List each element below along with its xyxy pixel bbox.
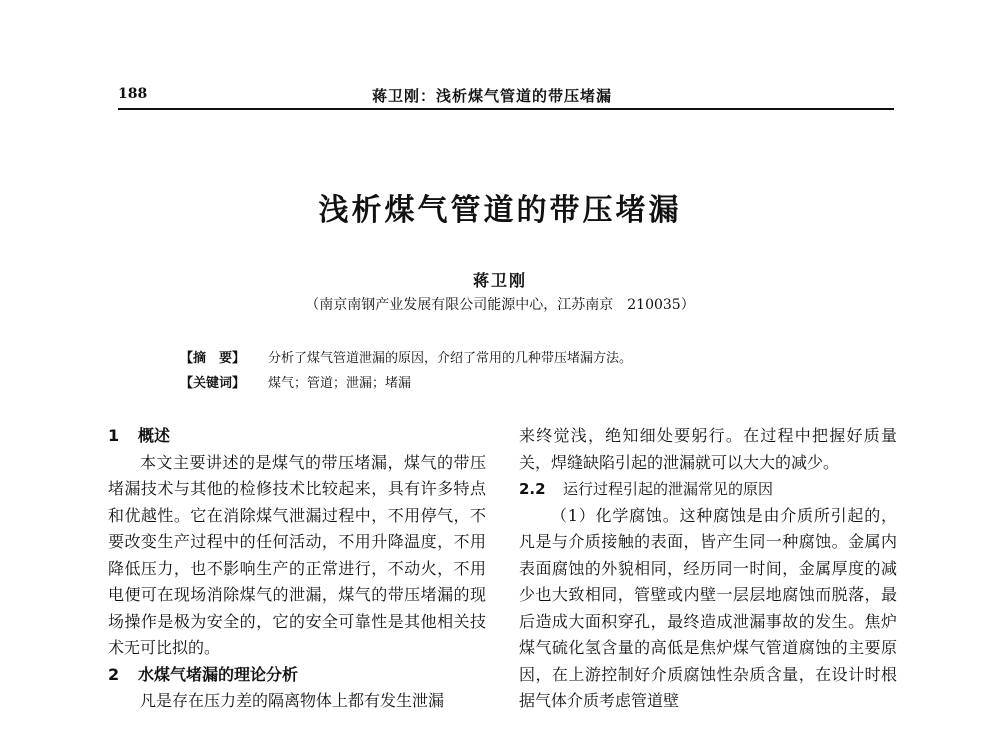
section-2-2-heading (519, 476, 897, 503)
section-2-paragraph: 凡是存在压力差的隔离物体上都有发生泄漏 (140, 691, 445, 710)
section-2-number: 2 (108, 664, 120, 684)
right-column (519, 423, 897, 715)
section-1-heading (108, 423, 486, 450)
abstract (180, 347, 632, 366)
section-2-2-paragraph: （1）化学腐蚀。这种腐蚀是由介质所引起的，凡是与介质接触的表面，皆产生同一种腐蚀。金属内表面腐蚀的外貌相同，经历同一时间，金属厚度的减少也大致相同，管壁或内壁一层层地腐蚀而脱落，最后造成大面积穿孔，最终造成泄漏事故的发生。焦炉煤气硫化氢含量的高低是焦炉煤气管道腐蚀的主要原因，在上游控制好介质腐蚀性杂质含量，在设计时根据气体介质考虑管道壁 (519, 505, 897, 710)
author-name: 蒋卫刚 (472, 271, 527, 290)
section-2-title: 水煤气堵漏的理论分析 (138, 664, 299, 684)
keywords-text: 煤气；管道；泄漏；堵漏 (268, 376, 412, 391)
section-1-number: 1 (108, 426, 120, 445)
header-rule (118, 108, 894, 110)
page-number: 188 (118, 86, 148, 102)
article-title: 浅析煤气管道的带压堵漏 (318, 193, 682, 228)
abstract-text: 分析了煤气管道泄漏的原因，介绍了常用的几种带压堵漏方法。 (268, 351, 633, 366)
keywords (180, 372, 411, 391)
abstract-label: 【摘 要】 (180, 351, 246, 366)
section-1-paragraph: 本文主要讲述的是煤气的带压堵漏，煤气的带压堵漏技术与其他的检修技术比较起来，具有许多特点和优越性。它在消除煤气泄漏过程中，不用停气，不要改变生产过程中的任何活动，不用升降温度，不用降低压力，也不影响生产的正常进行，不动火，不用电便可在现场消除煤气的泄漏，煤气的带压堵漏的现场操作是极为安全的，它的安全可靠性是其他相关技术无可比拟的。 (108, 452, 486, 657)
section-2-heading (108, 662, 486, 689)
keywords-label: 【关键词】 (180, 376, 246, 391)
section-2-2-number: 2.2 (519, 480, 546, 498)
section-1-title: 概述 (138, 426, 171, 445)
author-affiliation: （南京南钢产业发展有限公司能源中心，江苏南京 210035） (305, 297, 695, 313)
left-column (108, 423, 486, 715)
running-title: 蒋卫刚：浅析煤气管道的带压堵漏 (372, 87, 613, 105)
continued-paragraph: 来终觉浅，绝知细处要躬行。在过程中把握好质量关，焊缝缺陷引起的泄漏就可以大大的减少。 (519, 426, 897, 472)
section-2-2-title: 运行过程引起的泄漏常见的原因 (563, 480, 774, 498)
